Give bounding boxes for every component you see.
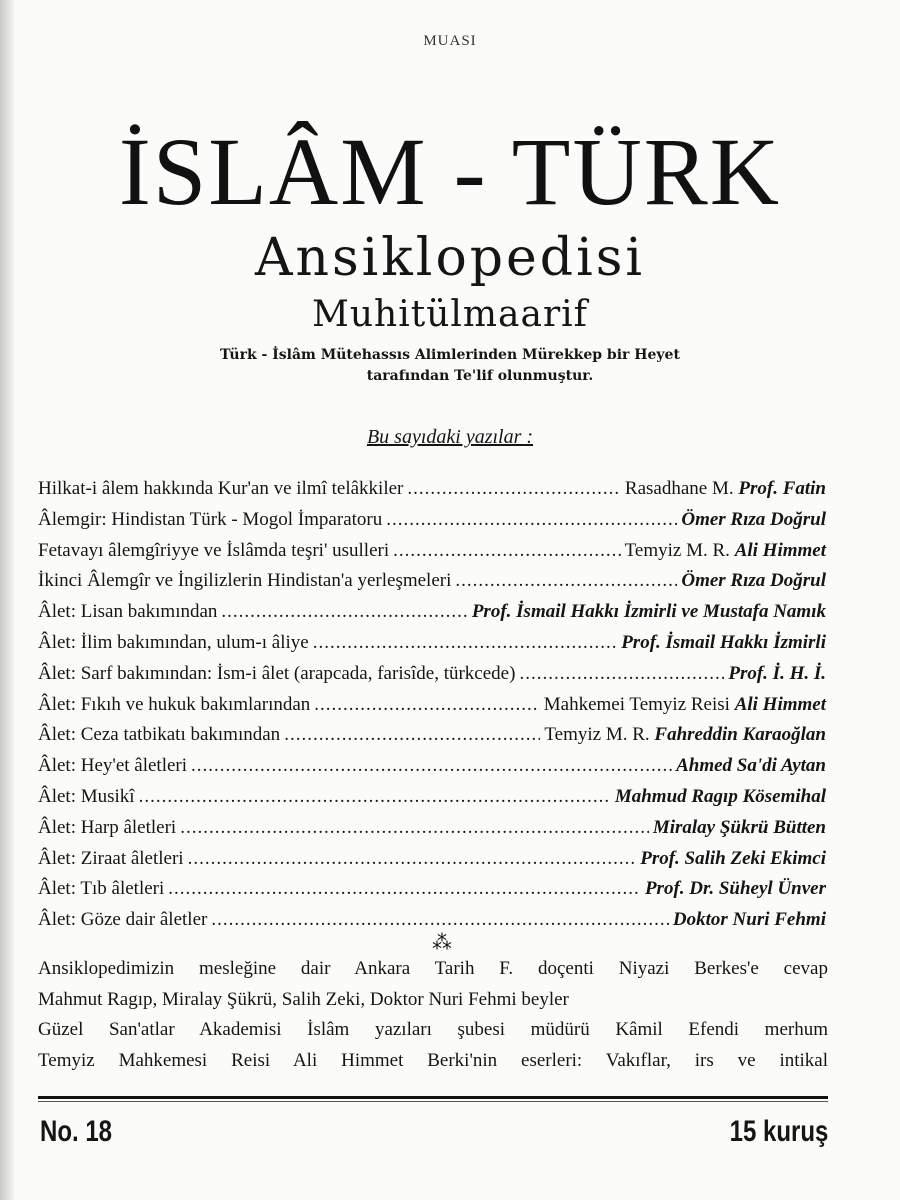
author-name: Ali Himmet <box>734 693 826 715</box>
note-line: Güzel San'atlar Akademisi İslâm yazıları şubesi müdürü Kâmil Efendi merhum <box>38 1019 828 1040</box>
author-name: Doktor Nuri Fehmi <box>672 909 826 931</box>
dot-leader <box>191 755 672 777</box>
dot-leader <box>139 786 611 808</box>
toc-author <box>640 848 826 870</box>
toc-entry <box>38 509 826 540</box>
toc-entry <box>38 724 826 755</box>
author-name: Prof. Fatin <box>738 478 826 499</box>
author-name: Ali Himmet <box>734 539 826 561</box>
toc-entry <box>38 540 826 571</box>
toc-title: Âlet: Ceza tatbikatı bakımından <box>38 724 281 746</box>
toc-title: Hilkat-i âlem hakkında Kur'an ve ilmî telâkkiler <box>38 478 404 499</box>
author-prefix: Mahkemei Temyiz Reisi <box>543 693 730 715</box>
dot-leader <box>168 878 641 900</box>
toc-title: Âlemgir: Hindistan Türk - Mogol İmparatoru <box>38 508 383 530</box>
authorship-line-1: Türk - İslâm Mütehassıs Alimlerinden Mürekkep bir Heyet <box>220 347 680 363</box>
subtitle-muhitulmaarif: Muhitülmaarif <box>311 294 589 335</box>
author-name: Prof. İsmail Hakkı İzmirli <box>621 631 826 653</box>
dot-leader <box>407 478 621 500</box>
dot-leader <box>314 694 539 716</box>
notes <box>38 958 828 1080</box>
toc-title: Âlet: Lisan bakımından <box>38 601 218 623</box>
toc-title: Âlet: Musikî <box>38 785 135 807</box>
dot-leader <box>519 663 724 685</box>
author-name: Prof. İsmail Hakkı İzmirli ve Mustafa Namık <box>471 601 826 623</box>
author-name: Ahmed Sa'di Aytan <box>676 755 826 777</box>
toc-entry <box>38 663 826 694</box>
toc-entry <box>38 570 826 601</box>
toc-entry <box>38 848 826 879</box>
toc-author <box>615 786 826 808</box>
asterism-icon: ⁂ <box>432 932 452 954</box>
price: 15 kuruş <box>729 1115 828 1148</box>
authorship-line-2: tarafından Te'lif olunmuştur. <box>366 368 594 384</box>
dot-leader <box>221 601 467 623</box>
toc-author <box>681 570 826 592</box>
author-name: Ömer Rıza Doğrul <box>681 508 826 530</box>
toc-title: İkinci Âlemgîr ve İngilizlerin Hindistan'a yerleşmeleri <box>38 570 452 592</box>
toc-entry <box>38 878 826 909</box>
toc-title: Âlet: Fıkıh ve hukuk bakımlarından <box>38 693 311 715</box>
toc-title: Âlet: Sarf bakımından: İsm-i âlet (arapcada, farisîde, türkcede) <box>38 662 516 684</box>
author-prefix: Rasadhane M. <box>624 478 734 499</box>
toc-author <box>728 663 826 685</box>
author-name: Prof. İ. H. İ. <box>728 662 826 684</box>
author-name: Mahmud Ragıp Kösemihal <box>614 785 826 807</box>
dot-leader <box>313 632 617 654</box>
toc-title: Âlet: Tıb âletleri <box>38 878 165 900</box>
contents-heading-text: Bu sayıdaki yazılar : <box>366 426 534 448</box>
toc-author <box>625 540 826 562</box>
dot-leader <box>455 570 677 592</box>
toc-title: Âlet: Göze dair âletler <box>38 909 208 931</box>
note-line: Temyiz Mahkemesi Reisi Ali Himmet Berki'nin eserleri: Vakıflar, irs ve intikal <box>38 1049 828 1071</box>
toc-author <box>676 755 826 777</box>
toc-title: Âlet: Harp âletleri <box>38 816 177 838</box>
toc-author <box>544 694 826 716</box>
author-name: Fahreddin Karaoğlan <box>654 724 826 746</box>
dot-leader <box>180 817 649 839</box>
author-name: Prof. Salih Zeki Ekimci <box>640 847 826 869</box>
toc-author <box>673 909 826 931</box>
toc-author <box>625 478 826 500</box>
note-line: Mahmut Ragıp, Miralay Şükrü, Salih Zeki, Doktor Nuri Fehmi beyler <box>38 988 569 1010</box>
toc-entry <box>38 755 826 786</box>
toc-title: Âlet: Hey'et âletleri <box>38 755 188 777</box>
toc-title: Fetavayı âlemgîriyye ve İslâmda teşri' usulleri <box>38 539 390 561</box>
toc-entry <box>38 694 826 725</box>
toc-entry <box>38 478 826 509</box>
toc-title: Âlet: Ziraat âletleri <box>38 847 184 869</box>
toc-author <box>653 817 826 839</box>
footer-rule <box>38 1096 828 1099</box>
dot-leader <box>211 909 669 931</box>
author-prefix: Temyiz M. R. <box>624 539 730 561</box>
toc-title: Âlet: İlim bakımından, ulum-ı âliye <box>38 631 309 653</box>
issue-number: No. 18 <box>40 1115 113 1148</box>
dot-leader <box>393 540 621 562</box>
authorship-note <box>0 345 900 387</box>
author-prefix: Temyiz M. R. <box>544 724 650 746</box>
toc-author <box>472 601 826 623</box>
toc-author <box>645 878 826 900</box>
table-of-contents <box>38 478 826 940</box>
toc-author <box>681 509 826 531</box>
dot-leader <box>386 509 677 531</box>
author-name: Ömer Rıza Doğrul <box>681 570 826 592</box>
toc-entry <box>38 817 826 848</box>
toc-entry <box>38 786 826 817</box>
dot-leader <box>188 848 637 870</box>
note-line: Ansiklopedimizin mesleğine dair Ankara Tarih F. doçenti Niyazi Berkes'e cevap <box>38 958 828 979</box>
contents-heading <box>0 426 900 449</box>
toc-author <box>621 632 826 654</box>
footer-rule-thin <box>38 1101 828 1102</box>
subtitle: Ansiklopedisi <box>254 228 646 288</box>
dot-leader <box>284 724 540 746</box>
toc-author <box>544 724 826 746</box>
page-title: İSLÂM - TÜRK <box>118 118 782 225</box>
author-name: Miralay Şükrü Bütten <box>652 816 826 838</box>
author-name: Prof. Dr. Süheyl Ünver <box>644 878 826 900</box>
top-label: MUASI <box>423 33 477 49</box>
toc-entry <box>38 632 826 663</box>
toc-entry <box>38 601 826 632</box>
